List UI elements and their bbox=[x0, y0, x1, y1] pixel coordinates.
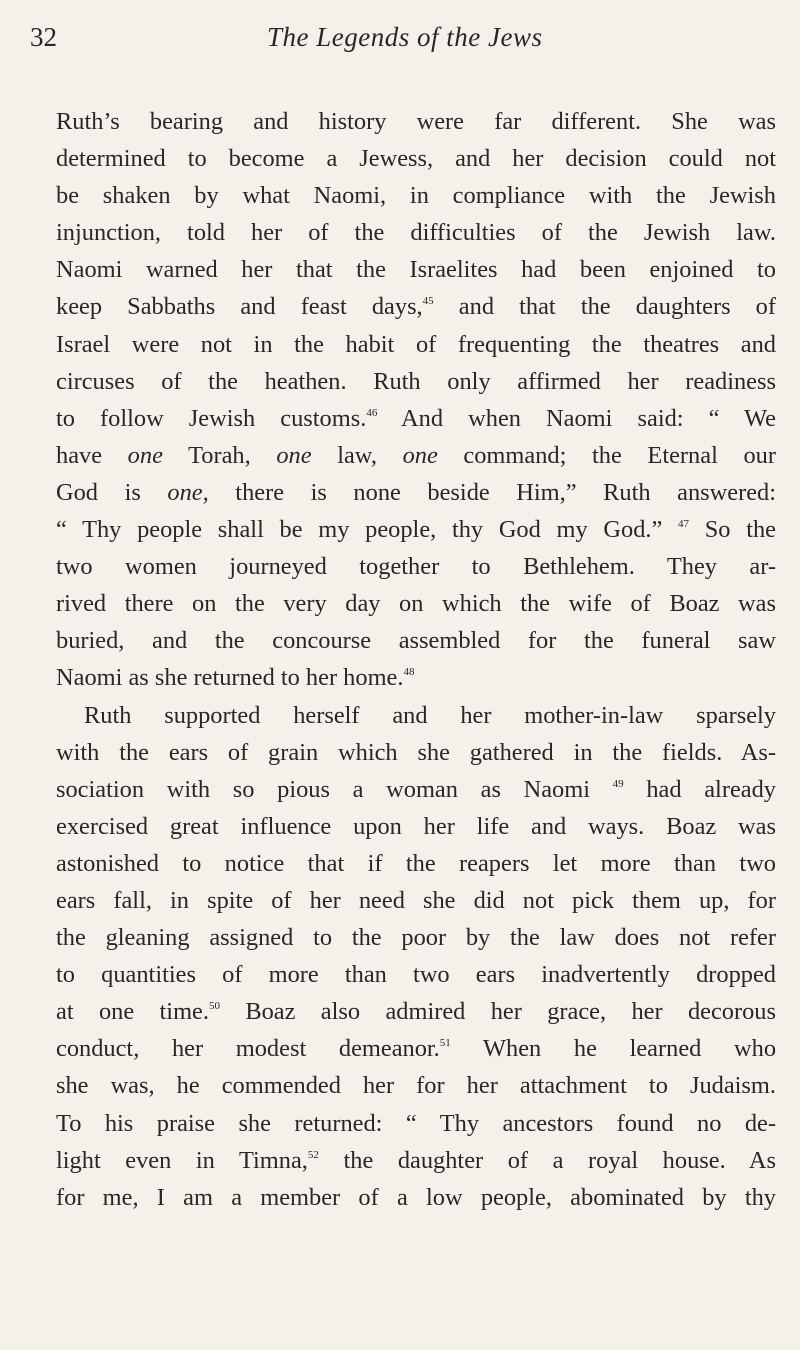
text-line: she was, he commended her for her attachment to Judaism. bbox=[56, 1072, 776, 1100]
text-line: “ Thy people shall be my people, thy God my God.” $^{47}$ So the bbox=[56, 516, 776, 544]
footnote-ref: 48 bbox=[403, 666, 415, 679]
text-line: conduct, her modest demeanor.$^{51}$ When he learned who bbox=[56, 1035, 777, 1063]
footnote-ref: 50 bbox=[208, 1000, 220, 1013]
footnote-ref: 46 bbox=[366, 406, 378, 419]
text-line: for me, I am a member of a low people, abominated by thy bbox=[56, 1183, 776, 1211]
text-line: the gleaning assigned to the poor by the law does not refer bbox=[56, 924, 776, 952]
text-line: keep Sabbaths and feast days,$^{45}$ and that the daughters of bbox=[56, 293, 777, 321]
text-line: with the ears of grain which she gathered in the fields. As- bbox=[56, 738, 776, 766]
text-line: light even in Timna,$^{52}$ the daughter of a royal house. As bbox=[56, 1146, 776, 1174]
text-line: have one Torah, one law, one command; the Eternal our bbox=[56, 441, 776, 469]
text-line: two women journeyed together to Bethlehem. They ar- bbox=[56, 553, 776, 581]
page-number: 32 bbox=[30, 22, 57, 52]
footnote-ref: 49 bbox=[612, 777, 624, 790]
text-line: Ruth supported herself and her mother-in-law sparsely bbox=[84, 701, 776, 729]
text-line: at one time.$^{50}$ Boaz also admired her grace, her decorous bbox=[56, 998, 776, 1026]
text-line: Ruth’s bearing and history were far different. She was bbox=[56, 108, 776, 135]
text-line: determined to become a Jewess, and her decision could not bbox=[56, 145, 776, 173]
text-line: exercised great influence upon her life and ways. Boaz was bbox=[56, 812, 776, 840]
text-line: Israel were not in the habit of frequenting the theatres and bbox=[56, 330, 776, 358]
text-line: to follow Jewish customs.$^{46}$ And when Naomi said: “ We bbox=[56, 404, 776, 432]
footnote-ref: 51 bbox=[439, 1037, 451, 1050]
text-line: injunction, told her of the difficulties of the Jewish law. bbox=[56, 219, 776, 247]
page-header bbox=[30, 22, 770, 62]
running-title: The Legends of the Jews bbox=[267, 22, 543, 52]
text-line: sociation with so pious a woman as Naomi $^{49}$ had already bbox=[56, 775, 776, 803]
body-text bbox=[56, 103, 776, 1216]
footnote-ref: 47 bbox=[678, 518, 690, 531]
text-line: to quantities of more than two ears inadvertently dropped bbox=[56, 961, 776, 989]
footnote-ref: 52 bbox=[307, 1148, 319, 1161]
text-line: To his praise she returned: “ Thy ancestors found no de- bbox=[56, 1109, 776, 1137]
text-line: Naomi as she returned to her home.$^{48}$ bbox=[56, 664, 415, 692]
text-line: God is one, there is none beside Him,” Ruth answered: bbox=[56, 478, 777, 506]
text-line: astonished to notice that if the reapers let more than two bbox=[56, 849, 776, 877]
text-line: ears fall, in spite of her need she did not pick them up, for bbox=[56, 886, 776, 914]
footnote-ref: 45 bbox=[422, 295, 434, 308]
text-line: buried, and the concourse assembled for the funeral saw bbox=[56, 627, 776, 655]
text-line: circuses of the heathen. Ruth only affirmed her readiness bbox=[56, 367, 776, 395]
text-line: be shaken by what Naomi, in compliance with the Jewish bbox=[56, 182, 776, 210]
text-line: rived there on the very day on which the wife of Boaz was bbox=[56, 590, 776, 618]
text-line: Naomi warned her that the Israelites had been enjoined to bbox=[56, 256, 776, 284]
